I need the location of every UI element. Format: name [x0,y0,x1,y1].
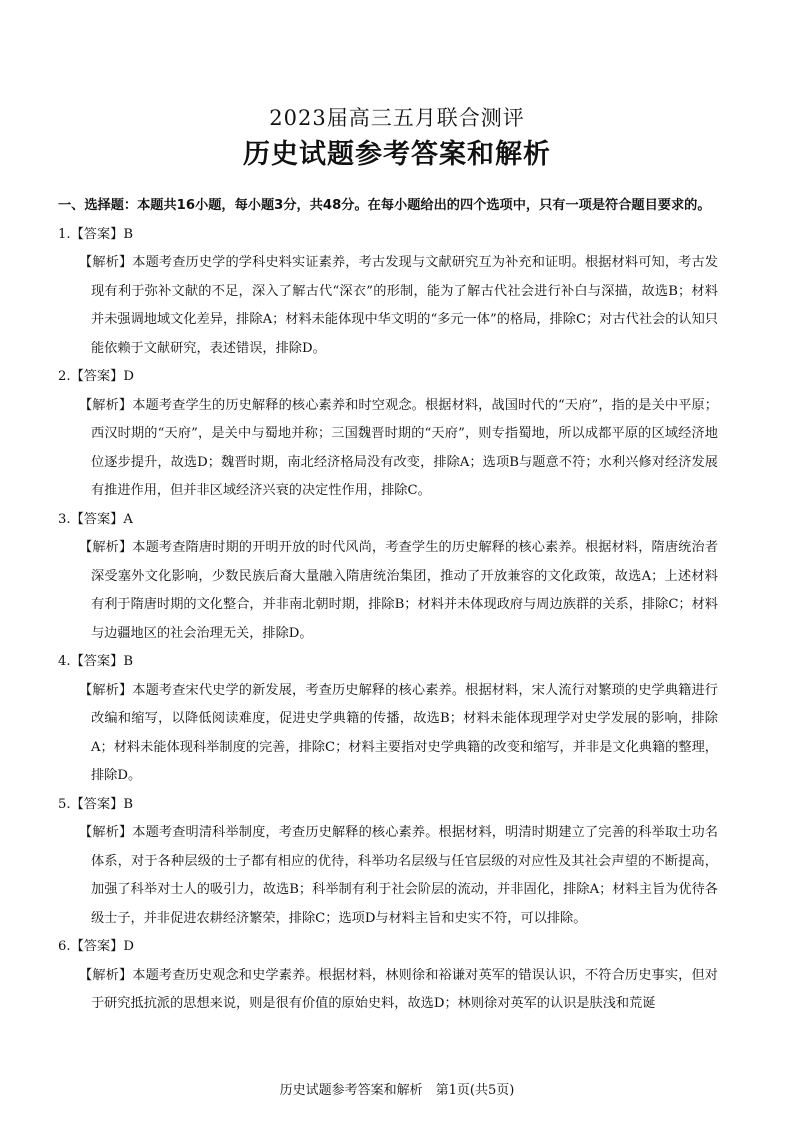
analysis-text: 【解析】本题考查历史学的学科史料实证素养，考古发现与文献研究互为补充和证明。根据材料可知，考古发现有利于弥补文献的不足，深入了解古代“深衣”的形制，能为了解古代社会进行补白与深描，故选B；材料并未强调地域文化差异，排除A；材料未能体现中华文明的“多元一体”的格局，排除C；对古代社会的认知只能依赖于文献研究，表述错误，排除D。 [79,255,718,356]
answer-line: 4.【答案】B [58,654,134,669]
analysis-text: 【解析】本题考查隋唐时期的开明开放的时代风尚，考查学生的历史解释的核心素养。根据材料，隋唐统治者深受塞外文化影响，少数民族后裔大量融入隋唐统治集团，推动了开放兼容的文化政策，故选A；上述材料有利于隋唐时期的文化整合，并非南北朝时期，排除B；材料并未体现政府与周边族群的关系，排除C；材料与边疆地区的社会治理无关，排除D。 [79,540,718,641]
answer-line: 2.【答案】D [58,369,134,384]
document-content [58,192,718,1019]
analysis-text: 【解析】本题考查宋代史学的新发展，考查历史解释的核心素养。根据材料，宋人流行对繁琐的史学典籍进行改编和缩写，以降低阅读难度，促进史学典籍的传播，故选B；材料未能体现理学对史学发展的影响，排除A；材料未能体现科举制度的完善，排除C；材料主要指对史学典籍的改变和缩写，并非是文化典籍的整理，排除D。 [79,682,718,783]
analysis-text: 【解析】本题考查历史观念和史学素养。根据材料，林则徐和裕谦对英军的错误认识，不符合历史事实，但对于研究抵抗派的思想来说，则是很有价值的原始史料，故选D；林则徐对英军的认识是肤浅和荒诞 [79,967,718,1011]
answer-item [58,648,718,791]
answer-line: 5.【答案】B [58,796,134,812]
answer-line: 3.【答案】A [58,511,133,527]
answer-item [58,933,718,1019]
analysis-text: 【解析】本题考查学生的历史解释的核心素养和时空观念。根据材料，战国时代的“天府”，指的是关中平原；西汉时期的“天府”，是关中与蜀地并称；三国魏晋时期的“天府”，则专指蜀地，所以成都平原的区域经济地位逐步提升，故选D；魏晋时期，南北经济格局没有改变，排除A；选项B与题意不符；水利兴修对经济发展有推进作用，但并非区域经济兴衰的决定性作用，排除C。 [79,397,718,498]
analysis-text: 【解析】本题考查明清科举制度，考查历史解释的核心素养。根据材料，明清时期建立了完善的科举取士功名体系，对于各种层级的士子都有相应的优待，科举功名层级与任官层级的对应性及其社会声望的不断提高，加强了科举对士人的吸引力，故选B；科举制有利于社会阶层的流动，并非固化，排除A；材料主旨为优待各级士子，并非促进农耕经济繁荣，排除C；选项D与材料主旨和史实不符，可以排除。 [79,825,718,926]
page-footer: 历史试题参考答案和解析 第1页(共5页) [279,1083,515,1098]
answer-line: 6.【答案】D [58,939,134,954]
answer-item [58,791,718,934]
answer-item [58,506,718,649]
document-subtitle: 历史试题参考答案和解析 [243,139,551,170]
answer-list [58,221,718,1019]
answer-item [58,221,718,364]
section-heading: 一、选择题：本题共16小题，每小题3分，共48分。在每小题给出的四个选项中，只有一项是符合题目要求的。 [58,198,711,213]
answer-line: 1.【答案】B [58,226,134,242]
answer-item [58,363,718,506]
exam-title: 2023届高三五月联合测评 [269,106,525,130]
